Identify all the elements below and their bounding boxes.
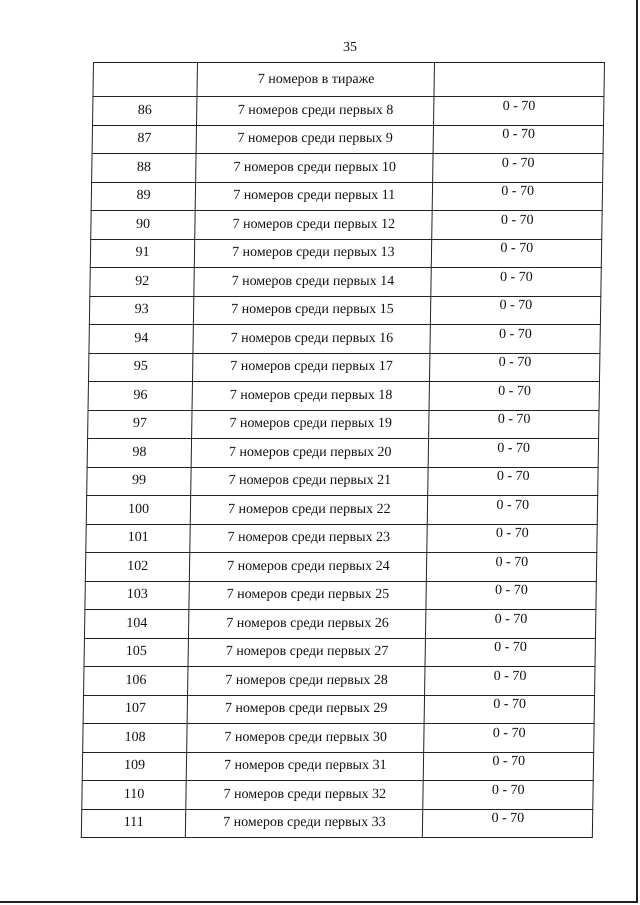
table-header-row (93, 63, 605, 97)
table-row (84, 667, 595, 696)
table-row (83, 695, 594, 724)
row-description-cell: 7 номеров среди первых 20 (191, 439, 429, 468)
row-range-value: 0 - 70 (492, 725, 526, 741)
row-description-cell: 7 номеров среди первых 23 (190, 524, 428, 553)
row-description-cell: 7 номеров среди первых 10 (196, 154, 434, 183)
table-row (82, 752, 593, 781)
row-description-cell: 7 номеров среди первых 25 (189, 581, 427, 610)
table-row (82, 781, 593, 810)
row-range-cell (431, 268, 601, 297)
row-range-value: 0 - 70 (500, 212, 534, 228)
row-number-cell: 86 (93, 97, 198, 126)
row-range-cell (423, 809, 593, 838)
row-range-cell (432, 239, 602, 268)
row-range-value: 0 - 70 (499, 269, 533, 285)
row-range-cell (429, 439, 599, 468)
row-range-value: 0 - 70 (498, 355, 532, 371)
row-number-cell: 87 (92, 125, 197, 154)
row-range-cell (425, 638, 595, 667)
row-description-cell: 7 номеров среди первых 30 (187, 724, 425, 753)
row-number-cell: 90 (91, 211, 196, 240)
row-description-cell: 7 номеров среди первых 33 (186, 809, 424, 838)
row-number-cell: 101 (86, 524, 191, 553)
row-range-cell (430, 325, 600, 354)
row-range-value: 0 - 70 (499, 298, 533, 314)
row-range-cell (431, 296, 601, 325)
row-description-cell: 7 номеров среди первых 16 (193, 325, 431, 354)
table-row (92, 125, 603, 154)
row-range-value: 0 - 70 (497, 412, 531, 428)
row-range-cell (424, 724, 594, 753)
row-range-cell (432, 211, 602, 240)
row-description-cell: 7 номеров среди первых 28 (188, 667, 426, 696)
row-number-cell: 106 (84, 667, 189, 696)
row-description-cell: 7 номеров среди первых 8 (197, 97, 435, 126)
row-number-cell: 100 (86, 496, 191, 525)
row-range-cell (427, 524, 597, 553)
row-range-value: 0 - 70 (500, 241, 534, 257)
row-range-cell (425, 667, 595, 696)
row-description-cell: 7 номеров среди первых 21 (191, 467, 429, 496)
row-number-cell: 89 (91, 182, 196, 211)
row-range-value: 0 - 70 (502, 98, 536, 114)
row-range-cell (427, 553, 597, 582)
row-range-value: 0 - 70 (496, 497, 530, 513)
row-range-cell (429, 382, 599, 411)
row-description-cell: 7 номеров среди первых 22 (190, 496, 428, 525)
row-range-cell (434, 97, 604, 126)
row-number-cell: 108 (83, 724, 188, 753)
row-range-value: 0 - 70 (493, 668, 527, 684)
row-range-cell (425, 695, 595, 724)
row-number-cell: 104 (84, 610, 189, 639)
row-description-cell: 7 номеров среди первых 31 (186, 752, 424, 781)
row-description-cell: 7 номеров среди первых 27 (188, 638, 426, 667)
row-range-cell (428, 467, 598, 496)
row-range-value: 0 - 70 (498, 383, 532, 399)
page-number: 35 (343, 40, 357, 55)
table-row (86, 524, 597, 553)
row-range-value: 0 - 70 (495, 554, 529, 570)
table-row (93, 97, 604, 126)
table-row (87, 467, 598, 496)
table-row (91, 182, 602, 211)
row-number-cell: 96 (88, 382, 193, 411)
row-description-cell: 7 номеров среди первых 17 (193, 353, 431, 382)
row-number-cell: 102 (85, 553, 190, 582)
table-row (85, 581, 596, 610)
row-range-cell (433, 182, 603, 211)
header-cell-number (93, 63, 198, 97)
data-table (81, 62, 605, 838)
row-description-cell: 7 номеров среди первых 12 (195, 211, 433, 240)
row-number-cell: 111 (81, 809, 186, 838)
row-description-cell: 7 номеров среди первых 9 (196, 125, 434, 154)
row-range-value: 0 - 70 (498, 326, 532, 342)
row-number-cell: 95 (88, 353, 193, 382)
row-description-cell: 7 номеров среди первых 18 (192, 382, 430, 411)
row-description-cell: 7 номеров среди первых 13 (194, 239, 432, 268)
row-number-cell: 110 (82, 781, 187, 810)
row-range-cell (429, 410, 599, 439)
table-row (90, 239, 601, 268)
row-number-cell: 91 (90, 239, 195, 268)
row-number-cell: 99 (87, 467, 192, 496)
row-range-cell (426, 581, 596, 610)
row-description-cell: 7 номеров среди первых 29 (187, 695, 425, 724)
row-range-value: 0 - 70 (497, 440, 531, 456)
table-row (90, 268, 601, 297)
row-range-value: 0 - 70 (494, 640, 527, 656)
row-number-cell: 97 (88, 410, 193, 439)
row-range-cell (423, 781, 593, 810)
row-description-cell: 7 номеров среди первых 32 (186, 781, 424, 810)
row-description-cell: 7 номеров среди первых 15 (194, 296, 432, 325)
row-number-cell: 105 (84, 638, 189, 667)
row-range-value: 0 - 70 (502, 127, 536, 143)
table-row (83, 724, 594, 753)
row-number-cell: 94 (89, 325, 194, 354)
row-range-value: 0 - 70 (491, 782, 525, 798)
header-cell-description: 7 номеров в тираже (197, 63, 435, 97)
row-range-value: 0 - 70 (491, 811, 525, 827)
table-row (89, 296, 600, 325)
row-range-value: 0 - 70 (492, 754, 526, 770)
row-description-cell: 7 номеров среди первых 26 (189, 610, 427, 639)
row-number-cell: 92 (90, 268, 195, 297)
row-range-value: 0 - 70 (494, 583, 528, 599)
row-range-value: 0 - 70 (495, 526, 529, 542)
table-row (88, 410, 599, 439)
table-row (85, 553, 596, 582)
row-number-cell: 98 (87, 439, 192, 468)
row-range-cell (433, 154, 603, 183)
row-number-cell: 103 (85, 581, 190, 610)
row-number-cell: 88 (92, 154, 197, 183)
row-range-value: 0 - 70 (501, 155, 535, 171)
row-number-cell: 107 (83, 695, 188, 724)
row-range-cell (428, 496, 598, 525)
row-number-cell: 93 (89, 296, 194, 325)
table-row (86, 496, 597, 525)
row-range-value: 0 - 70 (494, 611, 528, 627)
row-range-cell (430, 353, 600, 382)
table-row (89, 325, 600, 354)
row-description-cell: 7 номеров среди первых 14 (194, 268, 432, 297)
table-row (84, 638, 595, 667)
row-range-value: 0 - 70 (501, 184, 535, 200)
row-description-cell: 7 номеров среди первых 19 (192, 410, 430, 439)
table-row (87, 439, 598, 468)
row-range-cell (434, 125, 604, 154)
row-number-cell: 109 (82, 752, 187, 781)
table-row (81, 809, 592, 838)
row-range-cell (426, 610, 596, 639)
row-range-value: 0 - 70 (493, 697, 527, 713)
row-range-cell (424, 752, 594, 781)
row-range-value: 0 - 70 (496, 469, 530, 485)
table-row (88, 382, 599, 411)
table-body (81, 63, 604, 838)
table-row (84, 610, 595, 639)
header-cell-range (434, 63, 604, 97)
row-description-cell: 7 номеров среди первых 11 (195, 182, 433, 211)
row-description-cell: 7 номеров среди первых 24 (190, 553, 428, 582)
table-row (88, 353, 599, 382)
table-row (92, 154, 603, 183)
table-row (91, 211, 602, 240)
